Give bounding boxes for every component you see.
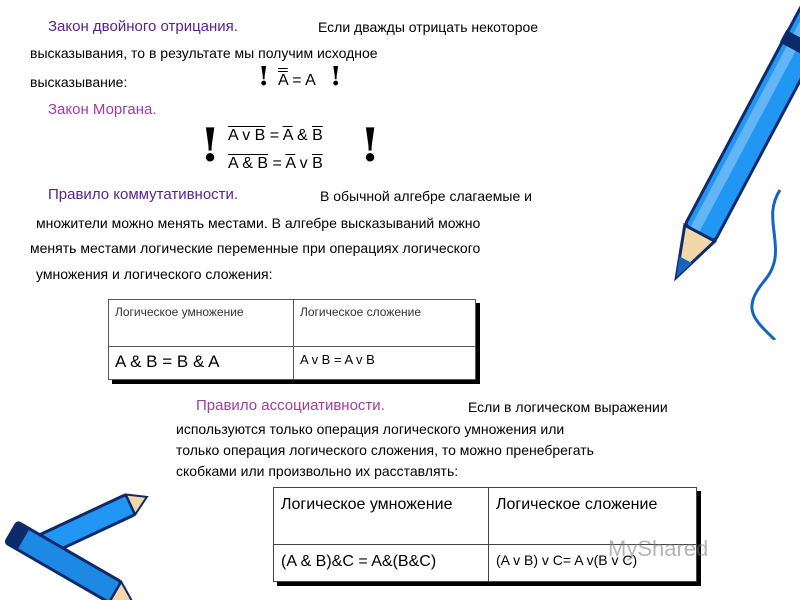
associative-line-2: используются только операция логического умножения или xyxy=(176,421,565,437)
double-negation-formula xyxy=(278,72,316,90)
table-cell-multiplication-formula: A & B = B & A xyxy=(109,347,294,380)
equals-sign: = xyxy=(265,127,283,144)
morgan-title: Закон Моргана. xyxy=(48,101,157,118)
exclamation-icon: ! xyxy=(258,62,270,92)
morgan-formula-1-lhs: A v B xyxy=(228,127,266,144)
table-cell-multiplication-formula: (A & B)&C = A&(B&C) xyxy=(274,545,489,582)
table-header-multiplication: Логическое умножение xyxy=(274,488,489,545)
table-cell-addition-formula: A v B = A v B xyxy=(294,347,476,380)
commutative-line-3: менять местами логические переменные при операциях логического xyxy=(30,240,481,256)
exclamation-icon: ! xyxy=(360,118,381,172)
double-negation-rhs: = A xyxy=(287,72,316,89)
associative-line-1: Если в логическом выражении xyxy=(468,399,668,415)
double-negation-text-2: высказывания, то в результате мы получим исходное xyxy=(30,45,378,61)
double-negation-title: Закон двойного отрицания. xyxy=(48,18,238,35)
associative-line-3: только операция логического сложения, то можно пренебрегать xyxy=(176,442,594,458)
table-header-addition: Логическое сложение xyxy=(294,300,476,347)
double-negated-a: A xyxy=(278,72,288,89)
table-header-addition: Логическое сложение xyxy=(489,488,697,545)
morgan-formula-2-b: $\overline{B}$ xyxy=(312,155,323,172)
morgan-formula-1-b: $\overline{B}$ xyxy=(312,127,323,144)
equals-sign: = xyxy=(268,155,286,172)
double-negation-text-1: Если дважды отрицать некоторое xyxy=(318,19,539,35)
table-header-multiplication: Логическое умножение xyxy=(109,300,294,347)
commutative-line-4: умножения и логического сложения: xyxy=(36,266,273,282)
exclamation-icon: ! xyxy=(200,118,221,172)
table-cell-addition-formula: (A v B) v C= A v(B v C) xyxy=(489,545,697,582)
table-row xyxy=(109,347,476,380)
associative-line-4: скобками или произвольно их расставлять: xyxy=(176,463,459,479)
morgan-formula-2-lhs: A & B xyxy=(228,155,269,172)
commutative-title: Правило коммутативности. xyxy=(48,186,239,203)
pencil-right-illustration xyxy=(660,0,800,340)
operator: & xyxy=(292,127,313,144)
commutative-line-2: множители можно менять местами. В алгебре высказываний можно xyxy=(36,215,481,231)
exclamation-icon: ! xyxy=(330,62,342,92)
operator: v xyxy=(295,155,313,172)
commutative-line-1: В обычной алгебре слагаемые и xyxy=(320,188,532,204)
associative-title: Правило ассоциативности. xyxy=(196,397,385,414)
double-negation-text-3: высказывание: xyxy=(30,74,128,90)
commutative-table xyxy=(108,299,476,380)
morgan-formula-2-a: $\overline{A}$ xyxy=(285,155,296,172)
watermark-logo: MyShared xyxy=(608,536,709,561)
table-row xyxy=(109,300,476,347)
morgan-formula-1 xyxy=(228,127,323,145)
pencils-bottom-left-illustration xyxy=(0,478,160,600)
morgan-formula-1-a: $\overline{A}$ xyxy=(282,127,293,144)
associative-table xyxy=(273,487,697,582)
morgan-formula-2 xyxy=(228,155,323,173)
